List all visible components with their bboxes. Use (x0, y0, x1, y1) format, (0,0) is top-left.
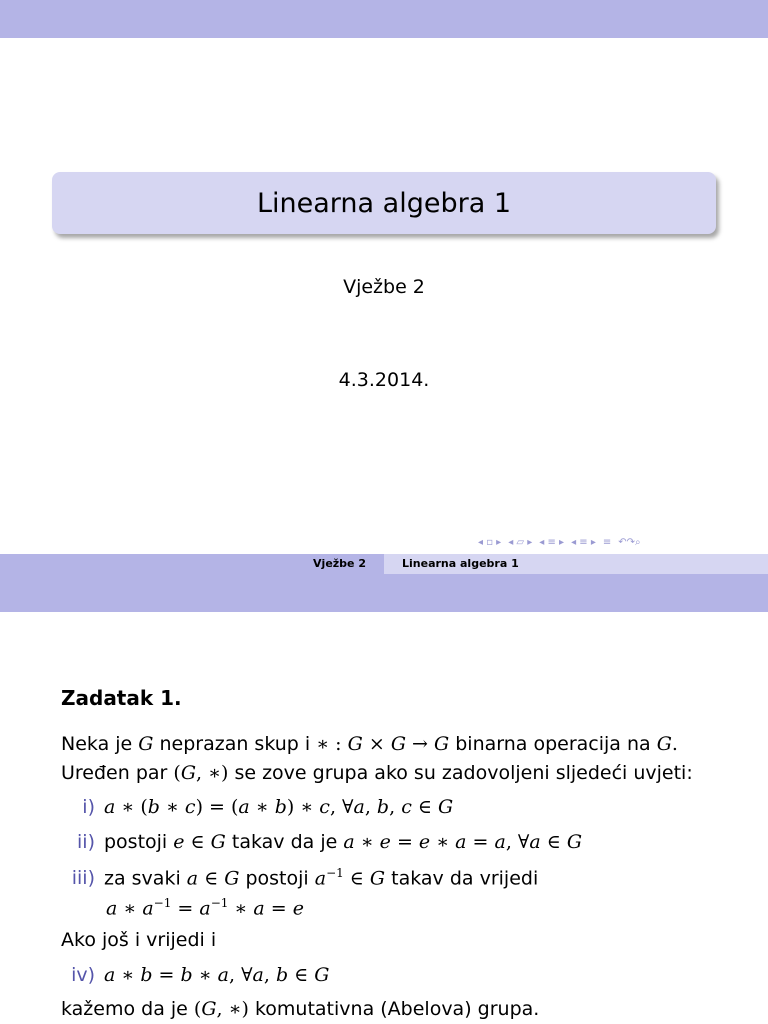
footer-bar (0, 554, 768, 574)
footer-right (384, 554, 768, 574)
nav-frame-icon[interactable]: ◂ ▫ ▸ (478, 536, 502, 548)
nav-section-icon[interactable]: ◂ ≡ ▸ (539, 536, 565, 548)
additional-line: Ako još i vrijedi i (61, 929, 217, 951)
definition-line-1: Neka je G neprazan skup i ∗ : G × G → G binarna operacija na G. (61, 733, 678, 755)
beamer-navigation (478, 534, 768, 550)
condition-ii: ii) postoji e ∈ G takav da je a ∗ e = e ∗ a = a, ∀a ∈ G (77, 831, 583, 853)
slide-title: Linearna algebra 1 (256, 187, 512, 219)
nav-search-icon[interactable]: ↶↷⌕ (618, 536, 641, 548)
exercise-heading: Zadatak 1. (61, 686, 182, 710)
title-box (52, 172, 716, 234)
condition-iii-formula: a ∗ $a^{-1} = a^{-1}$ ∗ a = e (106, 896, 304, 920)
top-header-band (0, 0, 768, 38)
conclusion-line: kažemo da je (G, ∗) komutativna (Abelova) grupa. (61, 998, 540, 1020)
definition-line-2: Uređen par (G, ∗) se zove grupa ako su zadovoljeni sljedeći uvjeti: (61, 762, 693, 784)
nav-subsection-icon[interactable]: ◂ ▱ ▸ (508, 536, 533, 548)
slide-date: 4.3.2014. (338, 369, 430, 391)
condition-iv: iv) a ∗ b = b ∗ a, ∀a, b ∈ G (71, 964, 330, 986)
nav-subsection2-icon[interactable]: ◂ ≡ ▸ (571, 536, 596, 548)
slide2-header-band (0, 574, 768, 612)
condition-iii: iii) za svaki a ∈ G postoji $a^{-1}$ ∈ G takav da vrijedi (71, 866, 539, 890)
condition-i: i) a ∗ (b ∗ c) = (a ∗ b) ∗ c, ∀a, b, c ∈ G (82, 796, 454, 818)
slide-subtitle: Vježbe 2 (343, 276, 425, 298)
footer-left (0, 554, 384, 574)
footer-title: Linearna algebra 1 (402, 557, 519, 570)
footer-subtitle: Vježbe 2 (313, 557, 366, 570)
nav-align-icon[interactable]: ≡ (602, 536, 612, 548)
